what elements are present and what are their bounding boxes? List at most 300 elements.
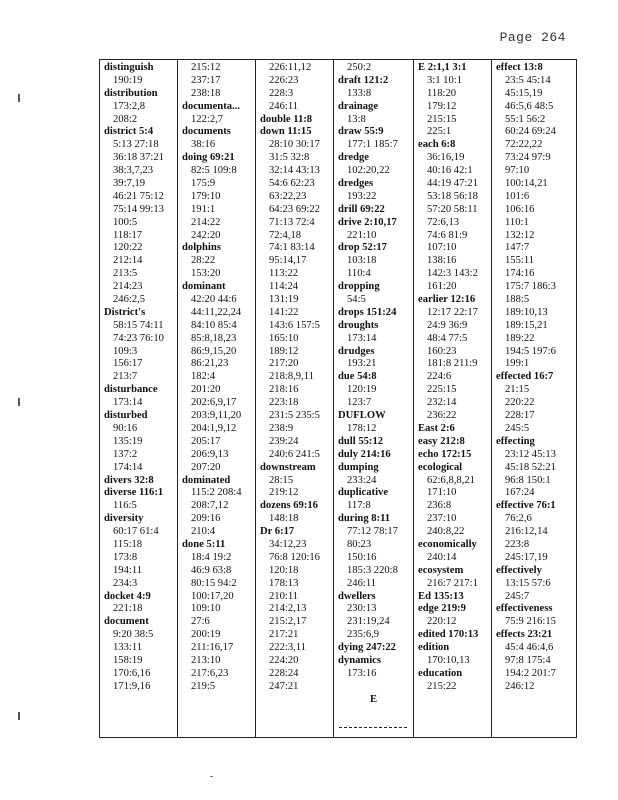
index-page-ref: 138:16 bbox=[427, 255, 457, 267]
index-page-ref: 211:16,17 bbox=[191, 642, 234, 654]
index-page-ref: 205:17 bbox=[191, 435, 221, 447]
index-page-ref: 210:4 bbox=[191, 526, 216, 538]
index-page-ref: 214:23 bbox=[113, 281, 143, 293]
index-page-ref: 204:1,9,12 bbox=[191, 422, 237, 434]
index-page-ref: 80:15 94:2 bbox=[191, 577, 237, 589]
index-page-ref: 245:7 bbox=[505, 590, 530, 602]
index-term: during 8:11 bbox=[338, 513, 391, 525]
index-page-ref: 12:17 22:17 bbox=[427, 306, 478, 318]
index-term: District's bbox=[104, 306, 146, 318]
index-page-ref: 174:16 bbox=[505, 268, 535, 280]
index-term: due 54:8 bbox=[338, 371, 377, 383]
index-page-ref: 75:14 99:13 bbox=[113, 203, 164, 215]
index-page-ref: 165:10 bbox=[269, 332, 299, 344]
index-page-ref: 208:7,12 bbox=[191, 500, 229, 512]
index-page-ref: 231:5 235:5 bbox=[269, 410, 320, 422]
index-page-ref: 219:5 bbox=[191, 680, 216, 692]
index-page-ref: 237:10 bbox=[427, 513, 457, 525]
index-page-ref: 97:10 bbox=[505, 165, 530, 177]
index-page-ref: 156:17 bbox=[113, 358, 143, 370]
index-page-ref: 220:12 bbox=[427, 616, 457, 628]
index-column-4 bbox=[334, 60, 414, 737]
index-term: documents bbox=[182, 126, 231, 138]
index-page-ref: 190:19 bbox=[113, 74, 143, 86]
index-term: dumping bbox=[338, 461, 379, 473]
index-page-ref: 90:16 bbox=[113, 422, 138, 434]
index-term: dominant bbox=[182, 281, 226, 293]
index-page-ref: 245:17,19 bbox=[505, 551, 548, 563]
index-page-ref bbox=[338, 681, 413, 694]
index-page-ref: 217:20 bbox=[269, 358, 299, 370]
index-page-ref: 147:7 bbox=[505, 242, 530, 254]
index-page-ref: 225:15 bbox=[427, 384, 457, 396]
index-column-3 bbox=[256, 60, 334, 737]
index-page-ref: 109:3 bbox=[113, 345, 138, 357]
index-page-ref: 173:2,8 bbox=[113, 100, 146, 112]
index-page-ref: 31:5 32:8 bbox=[269, 152, 310, 164]
index-page-ref: 27:6 bbox=[191, 616, 210, 628]
index-page-ref: 218:8,9,11 bbox=[269, 371, 314, 383]
index-page-ref: 109:10 bbox=[191, 603, 221, 615]
index-page-ref: 173:14 bbox=[347, 332, 377, 344]
index-page-ref: 181:8 211:9 bbox=[427, 358, 478, 370]
index-term: effects 23:21 bbox=[496, 629, 553, 641]
index-page-ref: 224:20 bbox=[269, 654, 299, 666]
index-page-ref: 80:23 bbox=[347, 538, 372, 550]
index-page-ref: 13:15 57:6 bbox=[505, 577, 551, 589]
index-page-ref: 250:2 bbox=[347, 62, 372, 73]
index-term: effectiveness bbox=[496, 603, 553, 615]
index-page-ref: 203:9,11,20 bbox=[191, 410, 242, 422]
index-page-ref: 194:2 201:7 bbox=[505, 667, 556, 679]
index-term: ecosystem bbox=[418, 564, 464, 576]
index-page-ref: 189:10,13 bbox=[505, 306, 548, 318]
index-term: draft 121:2 bbox=[338, 74, 389, 86]
index-page-ref: 170:6,16 bbox=[113, 667, 151, 679]
index-term: each 6:8 bbox=[418, 139, 456, 151]
index-page-ref: 120:18 bbox=[269, 564, 299, 576]
index-page-ref: 207:20 bbox=[191, 461, 221, 473]
index-page-ref: 38:16 bbox=[191, 139, 216, 151]
index-page-ref: 23:12 45:13 bbox=[505, 448, 556, 460]
index-term: down 11:15 bbox=[260, 126, 312, 138]
index-page-ref: 182:4 bbox=[191, 371, 216, 383]
index-page-ref: 23:5 45:14 bbox=[505, 74, 551, 86]
index-page-ref: 221:18 bbox=[113, 603, 143, 615]
index-term: Dr 6:17 bbox=[260, 526, 295, 538]
index-term: drive 2:10,17 bbox=[338, 216, 397, 228]
index-page-ref: 123:7 bbox=[347, 397, 372, 409]
word-index-table bbox=[99, 59, 577, 738]
index-page-ref: 161:20 bbox=[427, 281, 457, 293]
index-page-ref: 76:2,6 bbox=[505, 513, 532, 525]
index-term: East 2:6 bbox=[418, 422, 455, 434]
index-page-ref: 216:7 217:1 bbox=[427, 577, 478, 589]
index-page-ref: 215:12 bbox=[191, 62, 221, 73]
index-page-ref: 213:10 bbox=[191, 654, 221, 666]
index-term: divers 32:8 bbox=[104, 474, 154, 486]
index-page-ref: 201:20 bbox=[191, 384, 221, 396]
index-term: dominated bbox=[182, 474, 231, 486]
index-page-ref: 114:24 bbox=[269, 281, 299, 293]
index-page-ref: 82:5 109:8 bbox=[191, 165, 237, 177]
index-page-ref: 54:6 62:23 bbox=[269, 178, 315, 190]
index-term: edited 170:13 bbox=[418, 629, 479, 641]
index-page-ref: 171:9,16 bbox=[113, 680, 151, 692]
index-page-ref: 236:8 bbox=[427, 500, 452, 512]
index-page-ref: 133:8 bbox=[347, 87, 372, 99]
index-term: downstream bbox=[260, 461, 316, 473]
index-page-ref: 55:1 56:2 bbox=[505, 113, 546, 125]
index-page-ref: 100:5 bbox=[113, 216, 138, 228]
index-page-ref: 28:15 bbox=[269, 474, 294, 486]
index-page-ref: 3:1 10:1 bbox=[427, 74, 463, 86]
index-page-ref: 194:5 197:6 bbox=[505, 345, 556, 357]
index-page-ref: 233:24 bbox=[347, 474, 377, 486]
index-page-ref: 21:15 bbox=[505, 384, 530, 396]
index-page-ref: 77:12 78:17 bbox=[347, 526, 398, 538]
index-page-ref: 72:4,18 bbox=[269, 229, 302, 241]
index-page-ref: 170:10,13 bbox=[427, 654, 470, 666]
index-page-ref: 5:13 27:18 bbox=[113, 139, 159, 151]
index-term: double 11:8 bbox=[260, 113, 313, 125]
index-page-ref: 209:16 bbox=[191, 513, 221, 525]
index-page-ref: 213:5 bbox=[113, 268, 138, 280]
index-page-ref: 193:22 bbox=[347, 190, 377, 202]
index-page-ref: 174:14 bbox=[113, 461, 143, 473]
index-page-ref: 216:12,14 bbox=[505, 526, 548, 538]
index-page-ref: 222:3,11 bbox=[269, 642, 306, 654]
index-page-ref: 223:18 bbox=[269, 397, 299, 409]
index-page-ref: 210:11 bbox=[269, 590, 299, 602]
index-page-ref: 38:3,7,23 bbox=[113, 165, 154, 177]
index-page-ref: 45:4 46:4,6 bbox=[505, 642, 554, 654]
index-term: ecological bbox=[418, 461, 463, 473]
index-term: edition bbox=[418, 642, 450, 654]
index-page-ref: 219:12 bbox=[269, 487, 299, 499]
index-page-ref: 60:24 69:24 bbox=[505, 126, 556, 138]
index-page-ref: 40:16 42:1 bbox=[427, 165, 473, 177]
index-page-ref: 179:10 bbox=[191, 190, 221, 202]
index-term: echo 172:15 bbox=[418, 448, 472, 460]
index-page-ref: 171:10 bbox=[427, 487, 457, 499]
index-page-ref: 235:6,9 bbox=[347, 629, 380, 641]
index-term: drop 52:17 bbox=[338, 242, 387, 254]
index-page-ref: 167:24 bbox=[505, 487, 535, 499]
index-page-ref: 13:8 bbox=[347, 113, 366, 125]
index-page-ref: 191:1 bbox=[191, 203, 216, 215]
index-page-ref: 118:17 bbox=[113, 229, 143, 241]
index-term: drudges bbox=[338, 345, 375, 357]
index-page-ref: 86:21,23 bbox=[191, 358, 229, 370]
index-page-ref: 230:13 bbox=[347, 603, 377, 615]
index-page-ref: 245:5 bbox=[505, 422, 530, 434]
margin-scan-mark bbox=[18, 94, 20, 102]
index-term: DUFLOW bbox=[338, 410, 386, 422]
index-page-ref: 9:20 38:5 bbox=[113, 629, 154, 641]
scan-dust-mark bbox=[210, 776, 213, 777]
index-term: education bbox=[418, 667, 463, 679]
index-page-ref: 237:17 bbox=[191, 74, 221, 86]
index-page-ref: 217:21 bbox=[269, 629, 299, 641]
index-page-ref: 48:4 77:5 bbox=[427, 332, 468, 344]
index-page-ref: 107:10 bbox=[427, 242, 457, 254]
index-page-ref: 102:20,22 bbox=[347, 165, 390, 177]
index-page-ref: 74:1 83:14 bbox=[269, 242, 315, 254]
index-page-ref: 85:8,18,23 bbox=[191, 332, 237, 344]
index-page-ref: 200:19 bbox=[191, 629, 221, 641]
index-page-ref: 132:12 bbox=[505, 229, 535, 241]
index-page-ref: 247:21 bbox=[269, 680, 299, 692]
index-page-ref: 208:2 bbox=[113, 113, 138, 125]
index-term: diverse 116:1 bbox=[104, 487, 164, 499]
index-page-ref: 193:21 bbox=[347, 358, 377, 370]
index-page-ref: 97:8 175:4 bbox=[505, 654, 551, 666]
index-page-ref: 28:10 30:17 bbox=[269, 139, 320, 151]
index-term: E 2:1,1 3:1 bbox=[418, 62, 467, 73]
index-page-ref: 199:1 bbox=[505, 358, 530, 370]
index-page-ref: 194:11 bbox=[113, 564, 143, 576]
index-page-ref: 238:18 bbox=[191, 87, 221, 99]
index-term: droughts bbox=[338, 319, 379, 331]
index-column-6 bbox=[492, 60, 576, 737]
index-page-ref: 95:14,17 bbox=[269, 255, 307, 267]
margin-scan-mark bbox=[18, 398, 20, 406]
index-term: dynamics bbox=[338, 654, 381, 666]
index-page-ref: 228:17 bbox=[505, 410, 535, 422]
index-page-ref: 135:19 bbox=[113, 435, 143, 447]
index-term: duly 214:16 bbox=[338, 448, 391, 460]
index-page-ref: 177:1 185:7 bbox=[347, 139, 398, 151]
index-page-ref: 39:7,19 bbox=[113, 178, 146, 190]
index-term: district 5:4 bbox=[104, 126, 154, 138]
index-page-ref: 45:18 52:21 bbox=[505, 461, 556, 473]
index-page-ref: 148:18 bbox=[269, 513, 299, 525]
index-page-ref: 84:10 85:4 bbox=[191, 319, 237, 331]
index-page-ref: 34:12,23 bbox=[269, 538, 307, 550]
index-term: doing 69:21 bbox=[182, 152, 235, 164]
index-page-ref: 175:9 bbox=[191, 178, 216, 190]
index-page-ref: 74:6 81:9 bbox=[427, 229, 468, 241]
index-page-ref: 246:11 bbox=[347, 577, 377, 589]
index-page-ref: 231:19,24 bbox=[347, 616, 390, 628]
index-page-ref: 189:12 bbox=[269, 345, 299, 357]
index-page-ref: 179:12 bbox=[427, 100, 457, 112]
index-page-ref: 223:8 bbox=[505, 538, 530, 550]
index-term: Ed 135:13 bbox=[418, 590, 464, 602]
index-page-ref: 214:22 bbox=[191, 216, 221, 228]
index-term: distribution bbox=[104, 87, 158, 99]
index-page-ref: 158:19 bbox=[113, 654, 143, 666]
index-term: dull 55:12 bbox=[338, 435, 384, 447]
index-page-ref: 218:16 bbox=[269, 384, 299, 396]
index-page-ref: 224:6 bbox=[427, 371, 452, 383]
index-page-ref: 103:18 bbox=[347, 255, 377, 267]
index-page-ref: 215:15 bbox=[427, 113, 457, 125]
index-page-ref: 100:14,21 bbox=[505, 178, 548, 190]
index-term: effectively bbox=[496, 564, 542, 576]
page-number-label: Page 264 bbox=[499, 30, 566, 45]
index-page-ref: 53:18 56:18 bbox=[427, 190, 478, 202]
index-term: effected 16:7 bbox=[496, 371, 554, 383]
index-term: effective 76:1 bbox=[496, 500, 556, 512]
index-column-1 bbox=[100, 60, 178, 737]
index-page-ref: 101:6 bbox=[505, 190, 530, 202]
index-page-ref: 131:19 bbox=[269, 294, 299, 306]
index-page-ref: 221:10 bbox=[347, 229, 377, 241]
index-term: easy 212:8 bbox=[418, 435, 465, 447]
index-page-ref: 36:16,19 bbox=[427, 152, 465, 164]
index-page-ref: 116:5 bbox=[113, 500, 137, 512]
index-page-ref: 240:6 241:5 bbox=[269, 448, 320, 460]
index-page-ref: 217:6,23 bbox=[191, 667, 229, 679]
index-term: distinguish bbox=[104, 62, 154, 73]
index-page-ref: 100:17,20 bbox=[191, 590, 234, 602]
margin-scan-mark bbox=[18, 712, 20, 720]
index-page-ref: 213:7 bbox=[113, 371, 138, 383]
index-page-ref: 133:11 bbox=[113, 642, 143, 654]
index-term: earlier 12:16 bbox=[418, 294, 476, 306]
index-page-ref: 178:13 bbox=[269, 577, 299, 589]
index-term: dropping bbox=[338, 281, 380, 293]
index-page-ref: 246:11 bbox=[269, 100, 299, 112]
index-page-ref: 58:15 74:11 bbox=[113, 319, 164, 331]
index-page-ref: 63:22,23 bbox=[269, 190, 307, 202]
index-page-ref: 228:3 bbox=[269, 87, 294, 99]
index-page-ref: 239:24 bbox=[269, 435, 299, 447]
index-page-ref: 242:20 bbox=[191, 229, 221, 241]
index-page-ref: 44:11,22,24 bbox=[191, 306, 242, 318]
index-page-ref: 137:2 bbox=[113, 448, 138, 460]
index-page-ref: 202:6,9,17 bbox=[191, 397, 237, 409]
index-term: effect 13:8 bbox=[496, 62, 543, 73]
index-page-ref: 141:22 bbox=[269, 306, 299, 318]
index-page-ref: 75:9 216:15 bbox=[505, 616, 556, 628]
index-page-ref: 28:22 bbox=[191, 255, 216, 267]
index-page-ref: 225:1 bbox=[427, 126, 452, 138]
index-term: duplicative bbox=[338, 487, 389, 499]
index-page-ref: 110:1 bbox=[505, 216, 529, 228]
index-term: disturbance bbox=[104, 384, 158, 396]
index-page-ref: 115:18 bbox=[113, 538, 143, 550]
index-term: docket 4:9 bbox=[104, 590, 151, 602]
index-page-ref: 44:19 47:21 bbox=[427, 178, 478, 190]
index-page-ref: 45:15,19 bbox=[505, 87, 543, 99]
index-page-ref: 110:4 bbox=[347, 268, 371, 280]
index-page-ref: 226:11,12 bbox=[269, 62, 312, 73]
index-page-ref: 64:23 69:22 bbox=[269, 203, 320, 215]
index-page-ref: 215:22 bbox=[427, 680, 457, 692]
index-page-ref: 150:16 bbox=[347, 551, 377, 563]
index-page-ref: 71:13 72:4 bbox=[269, 216, 315, 228]
index-page-ref: 106:16 bbox=[505, 203, 535, 215]
index-page-ref: 118:20 bbox=[427, 87, 457, 99]
index-term: document bbox=[104, 616, 149, 628]
index-page-ref: 173:8 bbox=[113, 551, 138, 563]
index-page-ref: 220:22 bbox=[505, 397, 535, 409]
index-page-ref: 155:11 bbox=[505, 255, 535, 267]
index-term: done 5:11 bbox=[182, 538, 226, 550]
index-page-ref: 122:2,7 bbox=[191, 113, 224, 125]
index-page-ref: 46:5,6 48:5 bbox=[505, 100, 554, 112]
index-page-ref: 57:20 58:11 bbox=[427, 203, 478, 215]
index-page-ref: 240:8,22 bbox=[427, 526, 465, 538]
index-term: diversity bbox=[104, 513, 144, 525]
index-page-ref: 215:2,17 bbox=[269, 616, 307, 628]
index-column-5 bbox=[414, 60, 492, 737]
index-page-ref: 72:22,22 bbox=[505, 139, 543, 151]
index-term: drops 151:24 bbox=[338, 306, 397, 318]
index-page-ref: 189:15,21 bbox=[505, 319, 548, 331]
index-page-ref: 189:22 bbox=[505, 332, 535, 344]
index-page-ref: 238:9 bbox=[269, 422, 294, 434]
index-page-ref: 36:18 37:21 bbox=[113, 152, 164, 164]
index-page-ref: 153:20 bbox=[191, 268, 221, 280]
index-page-ref: 228:24 bbox=[269, 667, 299, 679]
index-page-ref: 62:6,8,8,21 bbox=[427, 474, 475, 486]
index-page-ref: 120:19 bbox=[347, 384, 377, 396]
index-page-ref: 46:21 75:12 bbox=[113, 190, 164, 202]
index-term: disturbed bbox=[104, 410, 148, 422]
index-page-ref: 240:14 bbox=[427, 551, 457, 563]
index-page-ref: 117:8 bbox=[347, 500, 371, 512]
index-page-ref: 54:5 bbox=[347, 294, 366, 306]
index-page-ref: 18:4 19:2 bbox=[191, 551, 232, 563]
index-column-2 bbox=[178, 60, 256, 737]
index-page-ref: 120:22 bbox=[113, 242, 143, 254]
index-page-ref: 232:14 bbox=[427, 397, 457, 409]
index-term: drainage bbox=[338, 100, 379, 112]
index-page-ref: 173:14 bbox=[113, 397, 143, 409]
index-page-ref: 86:9,15,20 bbox=[191, 345, 237, 357]
index-page-ref: 115:2 208:4 bbox=[191, 487, 242, 499]
index-page-ref: 60:17 61:4 bbox=[113, 526, 159, 538]
index-page-ref: 73:24 97:9 bbox=[505, 152, 551, 164]
index-page-ref: 142:3 143:2 bbox=[427, 268, 478, 280]
index-page-ref: 212:14 bbox=[113, 255, 143, 267]
index-page-ref: 74:23 76:10 bbox=[113, 332, 164, 344]
index-page-ref: 226:23 bbox=[269, 74, 299, 86]
index-page-ref: 236:22 bbox=[427, 410, 457, 422]
index-page-ref: 185:3 220:8 bbox=[347, 564, 398, 576]
index-page-ref: 46:9 63:8 bbox=[191, 564, 232, 576]
index-page-ref: 32:14 43:13 bbox=[269, 165, 320, 177]
index-page-ref: 175:7 186:3 bbox=[505, 281, 556, 293]
index-term: dying 247:22 bbox=[338, 642, 396, 654]
index-term: effecting bbox=[496, 435, 535, 447]
section-separator-line bbox=[339, 727, 407, 728]
index-term: dwellers bbox=[338, 590, 376, 602]
index-page-ref: 246:2,5 bbox=[113, 294, 146, 306]
index-page-ref: 178:12 bbox=[347, 422, 377, 434]
index-term: dolphins bbox=[182, 242, 221, 254]
index-page-ref: 96:8 150:1 bbox=[505, 474, 551, 486]
index-page-ref: 76:8 120:16 bbox=[269, 551, 320, 563]
index-term: dredges bbox=[338, 178, 374, 190]
index-term: E bbox=[369, 693, 378, 705]
index-page-ref: 173:16 bbox=[347, 667, 377, 679]
index-page-ref: 113:22 bbox=[269, 268, 299, 280]
index-page-ref: 214:2,13 bbox=[269, 603, 307, 615]
index-page-ref: 206:9,13 bbox=[191, 448, 229, 460]
index-page-ref: 234:3 bbox=[113, 577, 138, 589]
index-page-ref: 246:12 bbox=[505, 680, 535, 692]
index-term: drill 69:22 bbox=[338, 203, 385, 215]
index-page-ref: 160:23 bbox=[427, 345, 457, 357]
index-term: dozens 69:16 bbox=[260, 500, 318, 512]
index-page-ref: 24:9 36:9 bbox=[427, 319, 468, 331]
index-page-ref: 42:20 44:6 bbox=[191, 294, 237, 306]
